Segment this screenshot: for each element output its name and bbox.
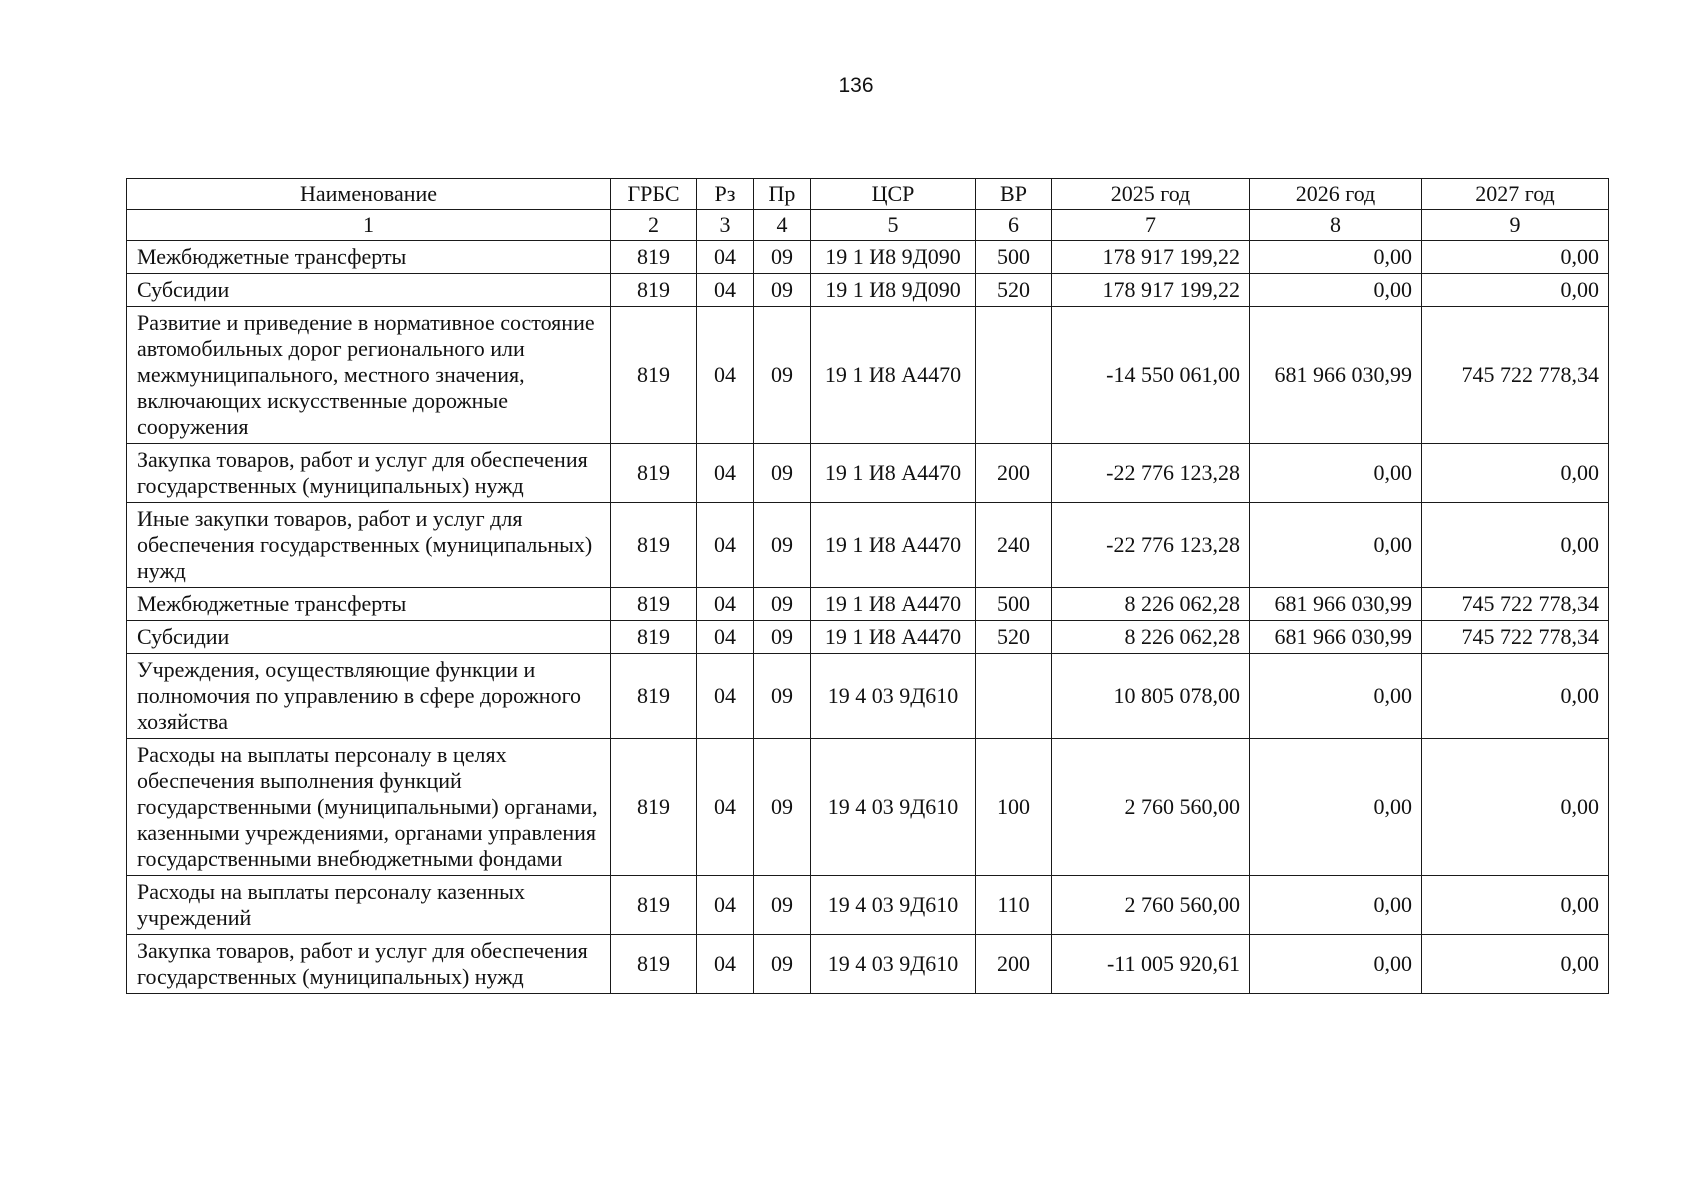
row-rz: 04 xyxy=(697,621,754,654)
row-name: Иные закупки товаров, работ и услуг для обеспечения государственных (муниципальных) нужд xyxy=(127,503,611,588)
header-2027: 2027 год xyxy=(1422,179,1609,210)
row-rz: 04 xyxy=(697,241,754,274)
row-grbs: 819 xyxy=(611,588,697,621)
row-amount-2026: 0,00 xyxy=(1250,935,1422,994)
column-number: 4 xyxy=(754,210,811,241)
row-pr: 09 xyxy=(754,241,811,274)
row-grbs: 819 xyxy=(611,739,697,876)
row-vr: 520 xyxy=(976,621,1052,654)
table-row xyxy=(127,503,1609,588)
row-amount-2025: 2 760 560,00 xyxy=(1052,739,1250,876)
table-row xyxy=(127,444,1609,503)
row-amount-2027: 0,00 xyxy=(1422,654,1609,739)
row-pr: 09 xyxy=(754,935,811,994)
table-row xyxy=(127,876,1609,935)
row-name: Межбюджетные трансферты xyxy=(127,588,611,621)
row-amount-2027: 0,00 xyxy=(1422,739,1609,876)
table-row xyxy=(127,307,1609,444)
row-csr: 19 1 И8 А4470 xyxy=(811,621,976,654)
table-row xyxy=(127,274,1609,307)
table-row xyxy=(127,241,1609,274)
row-amount-2026: 0,00 xyxy=(1250,739,1422,876)
row-vr: 240 xyxy=(976,503,1052,588)
table-body xyxy=(127,241,1609,994)
row-amount-2025: -14 550 061,00 xyxy=(1052,307,1250,444)
row-grbs: 819 xyxy=(611,621,697,654)
table-row xyxy=(127,739,1609,876)
row-vr: 200 xyxy=(976,444,1052,503)
row-grbs: 819 xyxy=(611,274,697,307)
row-csr: 19 1 И8 9Д090 xyxy=(811,274,976,307)
header-row xyxy=(127,179,1609,210)
row-amount-2026: 0,00 xyxy=(1250,654,1422,739)
row-rz: 04 xyxy=(697,739,754,876)
row-rz: 04 xyxy=(697,654,754,739)
row-csr: 19 1 И8 А4470 xyxy=(811,307,976,444)
row-name: Расходы на выплаты персоналу казенных учреждений xyxy=(127,876,611,935)
row-amount-2027: 0,00 xyxy=(1422,935,1609,994)
page-number: 136 xyxy=(838,74,874,97)
row-rz: 04 xyxy=(697,876,754,935)
column-number: 5 xyxy=(811,210,976,241)
row-name: Расходы на выплаты персоналу в целях обеспечения выполнения функций государственными (муниципальными) органами, казенными учреждениями, органами управления государственными внебюджетными фондами xyxy=(127,739,611,876)
row-csr: 19 1 И8 А4470 xyxy=(811,588,976,621)
table-header xyxy=(127,179,1609,241)
row-grbs: 819 xyxy=(611,876,697,935)
row-amount-2026: 0,00 xyxy=(1250,503,1422,588)
row-pr: 09 xyxy=(754,274,811,307)
row-vr xyxy=(976,654,1052,739)
column-number-row xyxy=(127,210,1609,241)
row-amount-2027: 0,00 xyxy=(1422,444,1609,503)
row-grbs: 819 xyxy=(611,654,697,739)
table-row xyxy=(127,621,1609,654)
row-grbs: 819 xyxy=(611,444,697,503)
header-vr: ВР xyxy=(976,179,1052,210)
row-amount-2025: -22 776 123,28 xyxy=(1052,503,1250,588)
row-csr: 19 4 03 9Д610 xyxy=(811,654,976,739)
row-amount-2027: 745 722 778,34 xyxy=(1422,588,1609,621)
row-name: Закупка товаров, работ и услуг для обеспечения государственных (муниципальных) нужд xyxy=(127,444,611,503)
table-row xyxy=(127,654,1609,739)
row-csr: 19 4 03 9Д610 xyxy=(811,739,976,876)
row-pr: 09 xyxy=(754,621,811,654)
row-amount-2025: 8 226 062,28 xyxy=(1052,621,1250,654)
row-rz: 04 xyxy=(697,444,754,503)
header-2025: 2025 год xyxy=(1052,179,1250,210)
row-rz: 04 xyxy=(697,274,754,307)
row-vr: 520 xyxy=(976,274,1052,307)
row-pr: 09 xyxy=(754,307,811,444)
table-row xyxy=(127,588,1609,621)
row-amount-2027: 0,00 xyxy=(1422,241,1609,274)
row-grbs: 819 xyxy=(611,503,697,588)
column-number: 1 xyxy=(127,210,611,241)
row-name: Субсидии xyxy=(127,621,611,654)
column-number: 3 xyxy=(697,210,754,241)
row-vr: 200 xyxy=(976,935,1052,994)
row-csr: 19 1 И8 А4470 xyxy=(811,503,976,588)
row-amount-2027: 0,00 xyxy=(1422,876,1609,935)
row-amount-2026: 681 966 030,99 xyxy=(1250,307,1422,444)
row-name: Субсидии xyxy=(127,274,611,307)
row-csr: 19 1 И8 А4470 xyxy=(811,444,976,503)
row-name: Учреждения, осуществляющие функции и полномочия по управлению в сфере дорожного хозяйства xyxy=(127,654,611,739)
row-rz: 04 xyxy=(697,935,754,994)
column-number: 2 xyxy=(611,210,697,241)
row-pr: 09 xyxy=(754,444,811,503)
row-amount-2025: 10 805 078,00 xyxy=(1052,654,1250,739)
row-name: Закупка товаров, работ и услуг для обеспечения государственных (муниципальных) нужд xyxy=(127,935,611,994)
row-csr: 19 4 03 9Д610 xyxy=(811,935,976,994)
row-amount-2026: 681 966 030,99 xyxy=(1250,621,1422,654)
row-csr: 19 4 03 9Д610 xyxy=(811,876,976,935)
column-number: 7 xyxy=(1052,210,1250,241)
row-vr: 500 xyxy=(976,241,1052,274)
row-amount-2025: 2 760 560,00 xyxy=(1052,876,1250,935)
row-rz: 04 xyxy=(697,503,754,588)
row-amount-2027: 745 722 778,34 xyxy=(1422,307,1609,444)
row-pr: 09 xyxy=(754,654,811,739)
row-name: Развитие и приведение в нормативное состояние автомобильных дорог регионального или межмуниципального, местного значения, включающих искусственные дорожные сооружения xyxy=(127,307,611,444)
row-vr: 100 xyxy=(976,739,1052,876)
row-vr: 500 xyxy=(976,588,1052,621)
row-pr: 09 xyxy=(754,588,811,621)
row-csr: 19 1 И8 9Д090 xyxy=(811,241,976,274)
row-rz: 04 xyxy=(697,588,754,621)
column-number: 9 xyxy=(1422,210,1609,241)
row-amount-2026: 0,00 xyxy=(1250,241,1422,274)
budget-table xyxy=(126,178,1609,994)
header-rz: Рз xyxy=(697,179,754,210)
row-amount-2026: 0,00 xyxy=(1250,444,1422,503)
row-amount-2025: 178 917 199,22 xyxy=(1052,241,1250,274)
row-grbs: 819 xyxy=(611,935,697,994)
row-pr: 09 xyxy=(754,503,811,588)
header-grbs: ГРБС xyxy=(611,179,697,210)
header-pr: Пр xyxy=(754,179,811,210)
row-pr: 09 xyxy=(754,876,811,935)
header-name: Наименование xyxy=(127,179,611,210)
row-rz: 04 xyxy=(697,307,754,444)
row-amount-2025: -22 776 123,28 xyxy=(1052,444,1250,503)
row-amount-2025: 178 917 199,22 xyxy=(1052,274,1250,307)
row-vr: 110 xyxy=(976,876,1052,935)
row-amount-2025: 8 226 062,28 xyxy=(1052,588,1250,621)
row-amount-2026: 0,00 xyxy=(1250,876,1422,935)
row-amount-2025: -11 005 920,61 xyxy=(1052,935,1250,994)
row-amount-2026: 681 966 030,99 xyxy=(1250,588,1422,621)
row-amount-2027: 0,00 xyxy=(1422,503,1609,588)
row-vr xyxy=(976,307,1052,444)
row-pr: 09 xyxy=(754,739,811,876)
row-grbs: 819 xyxy=(611,307,697,444)
row-amount-2027: 745 722 778,34 xyxy=(1422,621,1609,654)
row-amount-2027: 0,00 xyxy=(1422,274,1609,307)
header-2026: 2026 год xyxy=(1250,179,1422,210)
row-amount-2026: 0,00 xyxy=(1250,274,1422,307)
table-row xyxy=(127,935,1609,994)
row-name: Межбюджетные трансферты xyxy=(127,241,611,274)
header-csr: ЦСР xyxy=(811,179,976,210)
row-grbs: 819 xyxy=(611,241,697,274)
column-number: 6 xyxy=(976,210,1052,241)
column-number: 8 xyxy=(1250,210,1422,241)
